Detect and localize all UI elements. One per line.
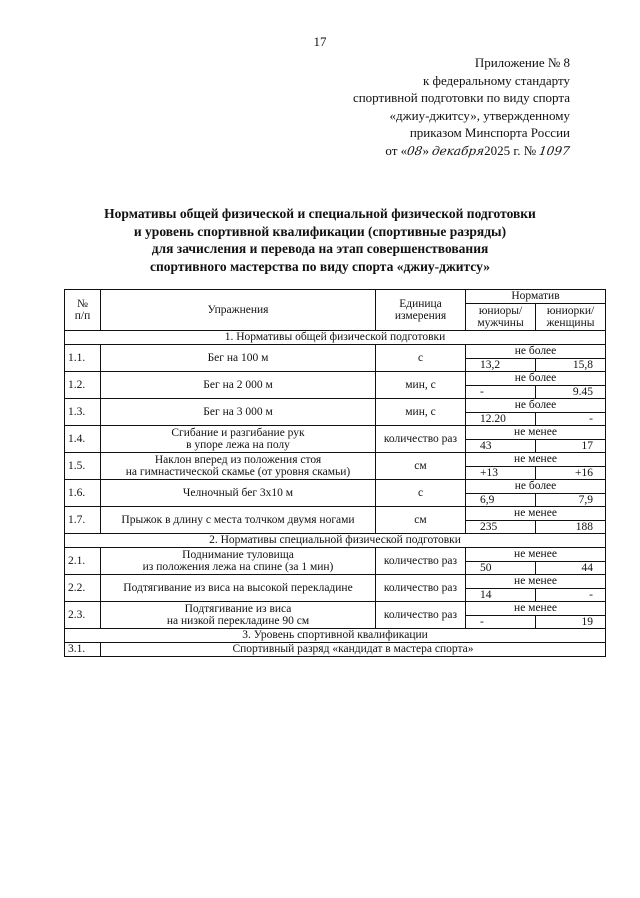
row-exercise: Бег на 2 000 м	[101, 372, 376, 399]
row-number: 1.2.	[65, 372, 101, 399]
row-unit: количество раз	[376, 426, 466, 453]
page-number: 17	[313, 34, 327, 49]
row-exercise: Бег на 3 000 м	[101, 399, 376, 426]
title-line: для зачисления и перевода на этап совершенствования	[151, 241, 489, 256]
row-number: 2.3.	[65, 602, 101, 629]
row-number: 2.1.	[65, 548, 101, 575]
table-row	[65, 372, 606, 386]
row-condition: не менее	[466, 426, 606, 440]
row-exercise: Сгибание и разгибание рук в упоре лежа на полу	[101, 426, 376, 453]
header-unit: Единица измерения	[376, 290, 466, 331]
table-row	[65, 480, 606, 494]
row-condition: не более	[466, 480, 606, 494]
row-number: 3.1.	[65, 643, 101, 657]
row-condition: не менее	[466, 575, 606, 589]
row-exercise: Поднимание туловища из положения лежа на спине (за 1 мин)	[101, 548, 376, 575]
row-condition: не более	[466, 399, 606, 413]
section-row	[65, 534, 606, 548]
table-row	[65, 399, 606, 413]
value-female: 15,8	[536, 358, 606, 372]
table-row	[65, 575, 606, 589]
appendix-line: Приложение № 8	[474, 55, 570, 70]
table-row	[65, 453, 606, 467]
value-male: 14	[466, 588, 536, 602]
row-unit: мин, с	[376, 399, 466, 426]
row-exercise: Прыжок в длину с места толчком двумя ногами	[101, 507, 376, 534]
header-norm: Норматив	[466, 290, 606, 304]
row-unit: с	[376, 480, 466, 507]
section-title: 3. Уровень спортивной квалификации	[65, 629, 606, 643]
row-number: 1.4.	[65, 426, 101, 453]
value-male: -	[466, 385, 536, 399]
section-row	[65, 629, 606, 643]
table-row	[65, 426, 606, 440]
row-exercise: Спортивный разряд «кандидат в мастера спорта»	[101, 643, 606, 657]
table-row	[65, 507, 606, 521]
row-unit: см	[376, 453, 466, 480]
value-female: 7,9	[536, 493, 606, 507]
row-exercise: Бег на 100 м	[101, 345, 376, 372]
order-date-line	[330, 142, 570, 161]
table-row	[65, 345, 606, 359]
value-male: -	[466, 615, 536, 629]
value-male: 12.20	[466, 412, 536, 426]
header-num: № п/п	[65, 290, 101, 331]
row-number: 1.5.	[65, 453, 101, 480]
row-number: 1.7.	[65, 507, 101, 534]
row-unit: количество раз	[376, 602, 466, 629]
row-number: 1.3.	[65, 399, 101, 426]
value-male: 43	[466, 439, 536, 453]
table-row	[65, 602, 606, 616]
section-title: 1. Нормативы общей физической подготовки	[65, 331, 606, 345]
row-exercise: Подтягивание из виса на высокой перекладине	[101, 575, 376, 602]
row-exercise: Челночный бег 3х10 м	[101, 480, 376, 507]
order-number: 1097	[538, 143, 572, 158]
row-condition: не менее	[466, 507, 606, 521]
appendix-line: к федеральному стандарту	[422, 72, 570, 88]
value-female: 9.45	[536, 385, 606, 399]
row-condition: не более	[466, 345, 606, 359]
row-unit: количество раз	[376, 548, 466, 575]
row-condition: не менее	[466, 602, 606, 616]
row-unit: количество раз	[376, 575, 466, 602]
date-year: 2025 г. №	[484, 142, 537, 158]
section-title: 2. Нормативы специальной физической подготовки	[65, 534, 606, 548]
value-female: 44	[536, 561, 606, 575]
row-exercise: Подтягивание из виса на низкой перекладине 90 см	[101, 602, 376, 629]
document-title	[50, 205, 590, 275]
appendix-line: приказом Минспорта России	[409, 125, 570, 140]
title-line: спортивного мастерства по виду спорта «джиу-джитсу»	[150, 258, 490, 274]
row-number: 1.1.	[65, 345, 101, 372]
row-number: 1.6.	[65, 480, 101, 507]
value-male: 13,2	[466, 358, 536, 372]
value-female: 188	[536, 520, 606, 534]
appendix-line: «джиу-джитсу», утвержденному	[389, 107, 570, 123]
header-male: юниоры/ мужчины	[466, 304, 536, 331]
section-row	[65, 331, 606, 345]
header-female: юниорки/ женщины	[536, 304, 606, 331]
row-condition: не менее	[466, 548, 606, 562]
table-row	[65, 548, 606, 562]
value-female: 19	[536, 615, 606, 629]
date-day: 08	[406, 143, 424, 158]
value-male: +13	[466, 466, 536, 480]
value-male: 235	[466, 520, 536, 534]
value-female: 17	[536, 439, 606, 453]
row-unit: см	[376, 507, 466, 534]
title-line: и уровень спортивной квалификации (спортивные разряды)	[133, 223, 507, 239]
date-mid: »	[422, 142, 429, 158]
row-unit: с	[376, 345, 466, 372]
table-row	[65, 643, 606, 657]
row-number: 2.2.	[65, 575, 101, 602]
standards-table	[64, 289, 606, 657]
value-male: 50	[466, 561, 536, 575]
value-male: 6,9	[466, 493, 536, 507]
appendix-header	[330, 54, 570, 160]
date-month: декабря	[431, 143, 486, 158]
row-exercise: Наклон вперед из положения стоя на гимнастической скамье (от уровня скамьи)	[101, 453, 376, 480]
row-unit: мин, с	[376, 372, 466, 399]
row-condition: не менее	[466, 453, 606, 467]
appendix-line: спортивной подготовки по виду спорта	[352, 90, 570, 105]
date-prefix: от «	[385, 142, 408, 158]
value-female: -	[536, 588, 606, 602]
value-female: -	[536, 412, 606, 426]
header-exercise: Упражнения	[101, 290, 376, 331]
title-line: Нормативы общей физической и специальной физической подготовки	[104, 206, 536, 221]
value-female: +16	[536, 466, 606, 480]
row-condition: не более	[466, 372, 606, 386]
